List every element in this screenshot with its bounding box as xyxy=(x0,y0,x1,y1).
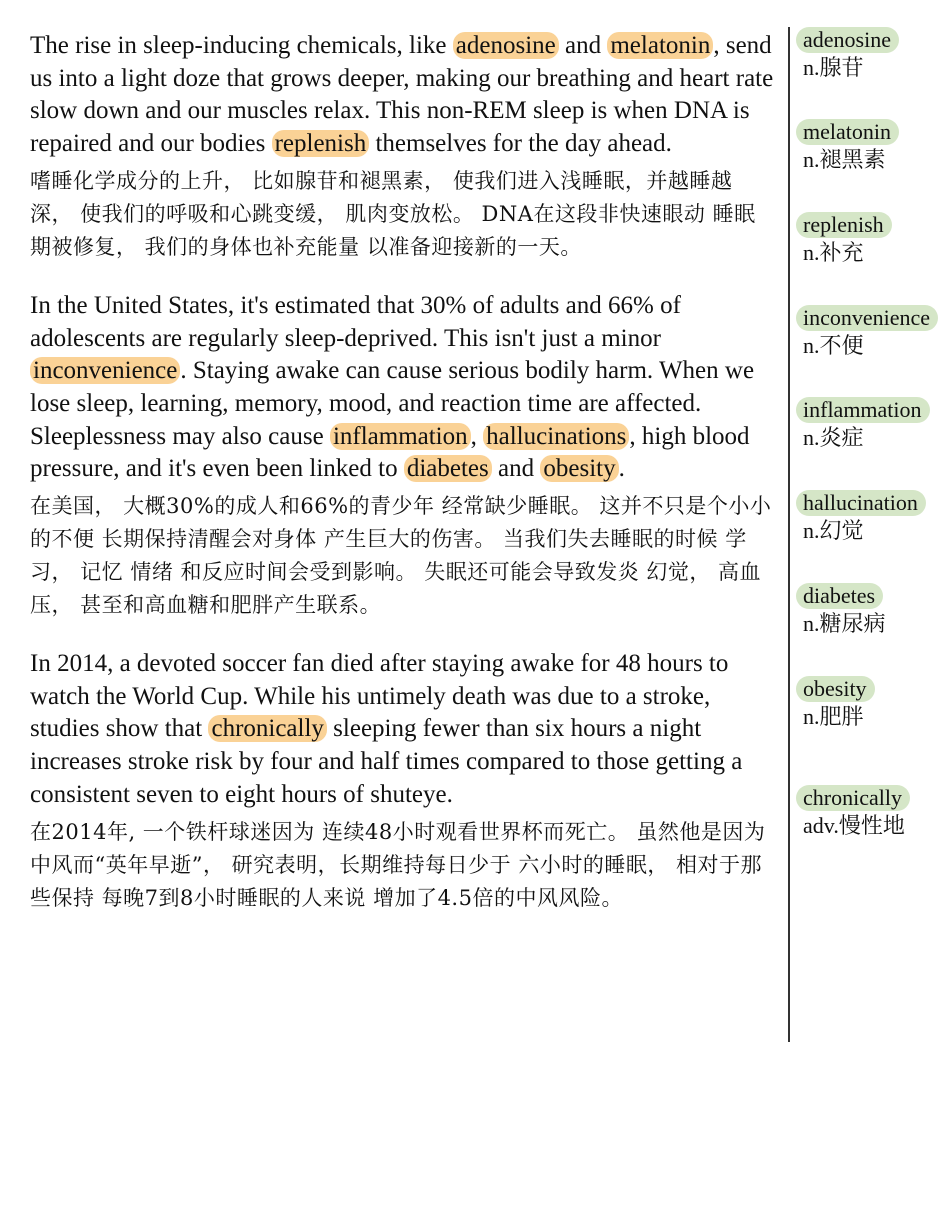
vocab-definition xyxy=(803,53,950,84)
part-of-speech: n. xyxy=(803,611,820,636)
part-of-speech: n. xyxy=(803,518,820,543)
vocab-entry[interactable] xyxy=(796,212,950,269)
vocab-word: replenish xyxy=(796,212,892,238)
text-run: In the United States, it's estimated that 30% of adults and 66% of adolescents are regularly sleep-deprived. This isn't just a minor xyxy=(30,291,681,352)
vocab-word: inflammation xyxy=(796,397,930,423)
part-of-speech: n. xyxy=(803,704,820,729)
highlighted-word[interactable]: chronically xyxy=(208,715,326,742)
part-of-speech: n. xyxy=(803,240,820,265)
highlighted-word[interactable]: replenish xyxy=(272,130,370,157)
part-of-speech: n. xyxy=(803,147,820,172)
vocab-definition xyxy=(803,516,950,547)
vocab-definition xyxy=(803,811,950,842)
text-run: In 2014, a devoted soccer fan died after staying awake for 48 hours to watch the World Cup. While his untimely death was due to a stroke, studies show that xyxy=(30,650,729,743)
vocab-definition xyxy=(803,145,950,176)
vocab-meaning: 幻觉 xyxy=(819,519,864,544)
vocab-word: diabetes xyxy=(796,583,883,609)
paragraph-2 xyxy=(30,290,775,622)
vocab-entry[interactable] xyxy=(796,305,950,362)
vocab-definition xyxy=(803,238,950,269)
vocab-definition xyxy=(803,331,950,362)
part-of-speech: n. xyxy=(803,425,820,450)
english-text xyxy=(30,648,775,812)
text-run: . xyxy=(618,455,625,483)
vocab-meaning: 褪黑素 xyxy=(819,148,886,173)
vocab-meaning: 不便 xyxy=(819,334,864,359)
vocab-word: melatonin xyxy=(796,119,899,145)
text-run: and xyxy=(491,455,541,483)
vocab-meaning: 慢性地 xyxy=(838,814,905,839)
highlighted-word[interactable]: diabetes xyxy=(404,455,492,482)
paragraph-3 xyxy=(30,648,775,915)
chinese-translation: 嗜睡化学成分的上升， 比如腺苷和褪黑素， 使我们进入浅睡眠，并越睡越深， 使我们的呼吸和心跳变缓， 肌肉变放松。 DNA在这段非快速眼动 睡眠期被修复， 我们的身体也补充能量 以准备迎接新的一天。 xyxy=(30,168,756,259)
text-run: The rise in sleep-inducing chemicals, like xyxy=(30,32,453,59)
text-run: . Staying awake can cause serious bodily harm. When we lose sleep, learning, memory, mood, and reaction time are affected. Sleeplessness may also cause xyxy=(30,357,755,450)
vocab-word: obesity xyxy=(796,676,875,702)
part-of-speech: adv. xyxy=(803,813,839,838)
part-of-speech: n. xyxy=(803,55,820,80)
highlighted-word[interactable]: melatonin xyxy=(607,32,713,59)
chinese-translation: 在2014年, 一个铁杆球迷因为 连续48小时观看世界杯而死亡。 虽然他是因为中风而“英年早逝”， 研究表明，长期维持每日少于 六小时的睡眠， 相对于那些保持 每晚7到8小时睡眠的人来说 增加了4.5倍的中风风险。 xyxy=(30,819,766,910)
vocab-meaning: 糖尿病 xyxy=(819,612,886,637)
highlighted-word[interactable]: inflammation xyxy=(330,423,471,450)
vocab-entry[interactable] xyxy=(796,583,950,640)
vocab-entry[interactable] xyxy=(796,119,950,176)
vocab-meaning: 补充 xyxy=(819,241,864,266)
highlighted-word[interactable]: inconvenience xyxy=(30,357,180,384)
vocab-entry[interactable] xyxy=(796,27,950,84)
column-divider xyxy=(788,27,790,1042)
article-body xyxy=(30,30,775,941)
vocab-word: hallucination xyxy=(796,490,926,516)
highlighted-word[interactable]: adenosine xyxy=(453,32,559,59)
part-of-speech: n. xyxy=(803,333,820,358)
text-run: themselves for the day ahead. xyxy=(369,130,672,158)
vocab-definition xyxy=(803,702,950,733)
vocab-definition xyxy=(803,609,950,640)
paragraph-1 xyxy=(30,30,775,264)
vocab-entry[interactable] xyxy=(796,676,950,733)
vocab-entry[interactable] xyxy=(796,397,950,454)
vocab-entry[interactable] xyxy=(796,490,950,547)
chinese-translation: 在美国， 大概30%的成人和66%的青少年 经常缺少睡眠。 这并不只是个小小的不便 长期保持清醒会对身体 产生巨大的伤害。 当我们失去睡眠的时候 学习， 记忆 情绪 和反应时间会受到影响。 失眠还可能会导致发炎 幻觉， 高血压， 甚至和高血糖和肥胖产生联系。 xyxy=(30,494,772,618)
vocab-meaning: 腺苷 xyxy=(819,56,864,81)
english-text xyxy=(30,30,775,161)
vocab-meaning: 炎症 xyxy=(819,426,864,451)
text-run: sleeping fewer than six hours a night increases stroke risk by four and half times compared to those getting a consistent seven to eight hours of shuteye. xyxy=(30,715,743,808)
highlighted-word[interactable]: hallucinations xyxy=(483,423,629,450)
vocab-word: adenosine xyxy=(796,27,899,53)
text-run: , high blood pressure, and it's even been linked to xyxy=(30,422,750,483)
text-run: , xyxy=(470,422,484,450)
vocab-entry[interactable] xyxy=(796,785,950,842)
highlighted-word[interactable]: obesity xyxy=(540,455,618,482)
vocab-definition xyxy=(803,423,950,454)
english-text xyxy=(30,290,775,486)
vocab-meaning: 肥胖 xyxy=(819,705,864,730)
text-run: , send us into a light doze that grows deeper, making our breathing and heart rate slow down and our muscles relax. This non-REM sleep is when DNA is repaired and our bodies xyxy=(30,32,774,158)
vocab-word: chronically xyxy=(796,785,910,811)
vocab-word: inconvenience xyxy=(796,305,938,331)
text-run: and xyxy=(558,32,608,59)
